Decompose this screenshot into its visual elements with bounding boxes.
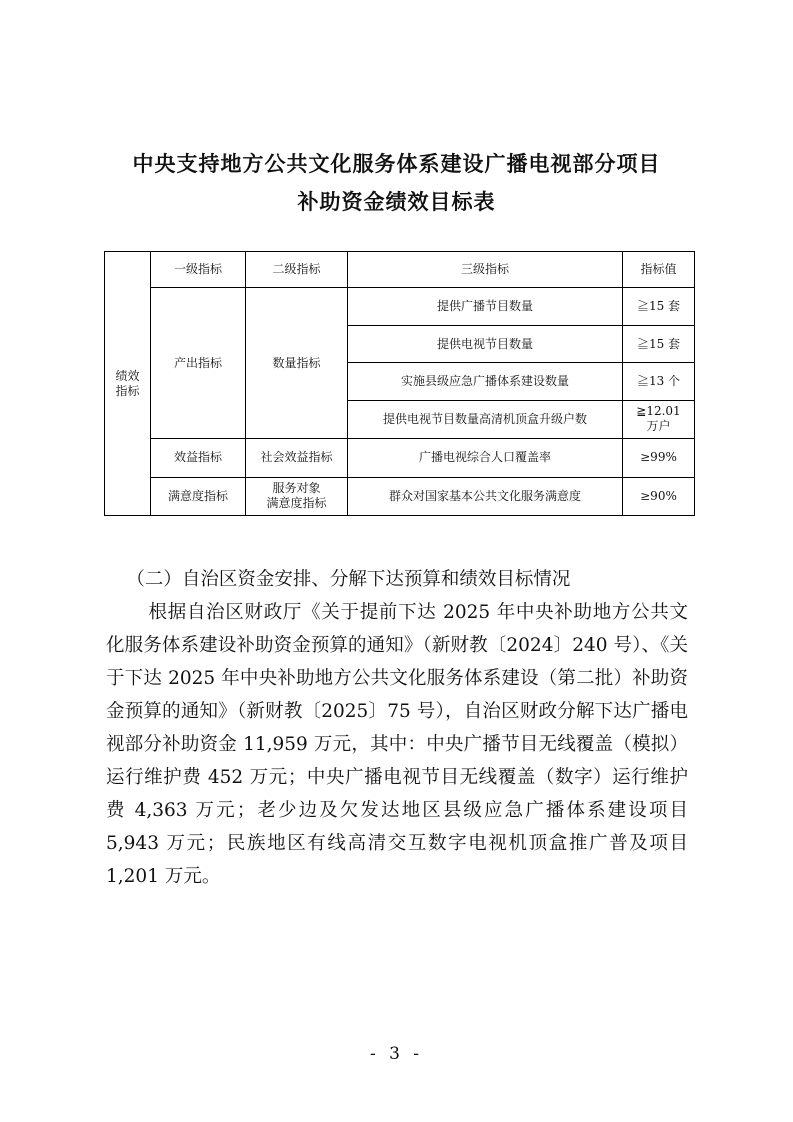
indicator-cell: 群众对国家基本公共文化服务满意度 [348,477,623,515]
document-title-line-2: 补助资金绩效目标表 [297,190,496,214]
indicator-cell: 提供电视节目数量 [348,325,623,362]
page-number: - 3 - [369,1044,424,1064]
level2-benefit-cell: 社会效益指标 [246,439,348,477]
level2-satisfaction-cell: 服务对象 满意度指标 [246,477,348,515]
performance-target-table [104,251,695,516]
header-level3: 三级指标 [348,252,623,288]
table-row [105,439,695,477]
level2-quantity-cell: 数量指标 [246,288,348,439]
table-row [105,477,695,515]
value-cell: ≧15 套 [623,325,695,362]
indicator-cell: 实施县级应急广播体系建设数量 [348,363,623,400]
value-cell: ≥90% [623,477,695,515]
value-cell: ≧15 套 [623,288,695,325]
header-level2: 二级指标 [246,252,348,288]
section-paragraph: 根据自治区财政厅《关于提前下达 2025 年中央补助地方公共文化服务体系建设补助资金预算的通知》（新财教〔2024〕240 号）、《关于下达 2025 年中央补助地方公共文化服务体系建设（第二批）补助资金预算的通知》（新财教〔2025〕75 号），自治区财政分解下达广播电视部分补助资金 11,959 万元，其中：中央广播节目无线覆盖（模拟）运行维护费 452 万元；中央广播电视节目无线覆盖（数字）运行维护费 4,363 万元；老少边及欠发达地区县级应急广播体系建设项目 5,943 万元；民族地区有线高清交互数字电视机顶盒推广普及项目 1,201 万元。 [106,602,688,887]
indicator-cell: 提供广播节目数量 [348,288,623,325]
value-cell: ≥99% [623,439,695,477]
value-cell: ≧13 个 [623,363,695,400]
level1-satisfaction-cell: 满意度指标 [151,477,246,515]
document-title-line-1: 中央支持地方公共文化服务体系建设广播电视部分项目 [132,152,661,176]
section-heading: （二）自治区资金安排、分解下达预算和绩效目标情况 [126,569,571,590]
indicator-cell: 提供电视节目数量高清机顶盒升级户数 [348,400,623,438]
level1-output-cell: 产出指标 [151,288,246,439]
group-label-cell: 绩效 指标 [105,252,151,516]
header-value: 指标值 [623,252,695,288]
indicator-cell: 广播电视综合人口覆盖率 [348,439,623,477]
header-level1: 一级指标 [151,252,246,288]
body-section [106,563,688,893]
table-row [105,288,695,325]
level1-benefit-cell: 效益指标 [151,439,246,477]
table-header-row [105,252,695,288]
value-cell: ≧12.01 万户 [623,400,695,438]
